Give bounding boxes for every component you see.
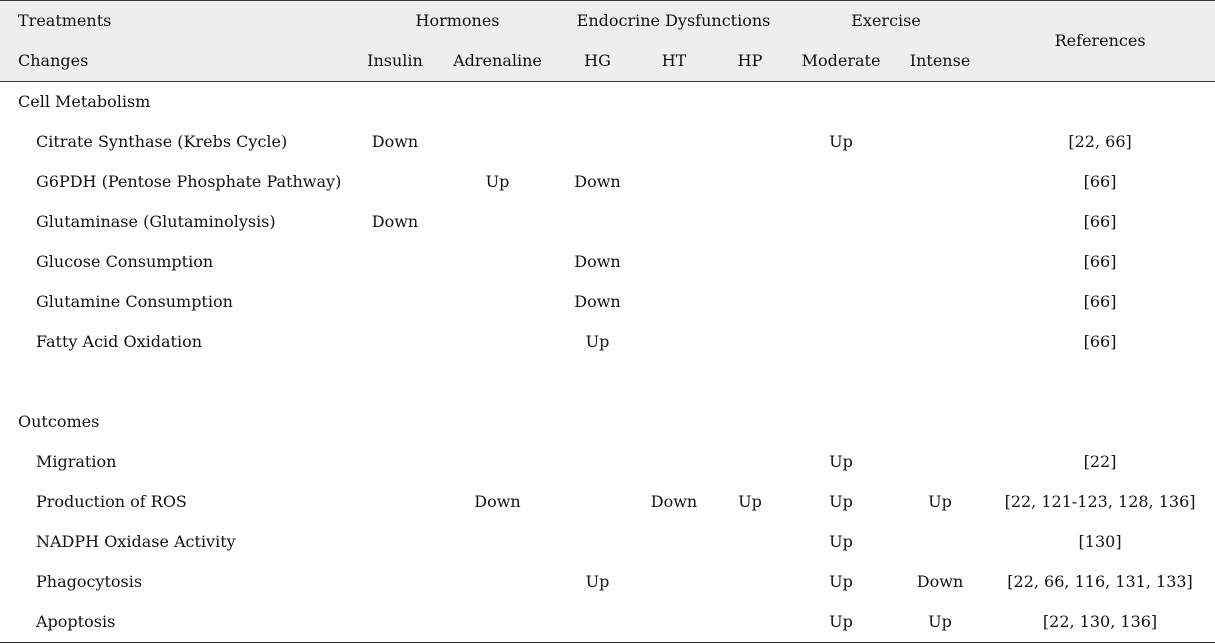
endocrine-group-header: Endocrine Dysfunctions bbox=[560, 1, 787, 42]
row-label: G6PDH (Pentose Phosphate Pathway) bbox=[36, 172, 342, 191]
col-moderate: Moderate bbox=[787, 41, 895, 82]
table-row bbox=[0, 322, 1215, 362]
cell-references: [22, 66] bbox=[1068, 132, 1132, 151]
cell-hg bbox=[560, 482, 635, 522]
cell-hp bbox=[713, 242, 787, 282]
section-title: Outcomes bbox=[18, 412, 100, 431]
cell-moderate: Up bbox=[829, 452, 853, 471]
cell-hg bbox=[560, 602, 635, 643]
cell-moderate: Up bbox=[829, 132, 853, 151]
row-label: Citrate Synthase (Krebs Cycle) bbox=[36, 132, 288, 151]
cell-ht: Down bbox=[650, 492, 698, 511]
cell-ht bbox=[635, 322, 713, 362]
col-hg: HG bbox=[560, 41, 635, 82]
cell-adrenaline bbox=[435, 202, 560, 242]
cell-ht bbox=[635, 602, 713, 643]
cell-insulin: Down bbox=[371, 212, 419, 231]
changes-label: Changes bbox=[0, 41, 355, 82]
cell-hg: Up bbox=[585, 332, 610, 351]
cell-hg: Down bbox=[574, 292, 621, 311]
cell-adrenaline bbox=[435, 442, 560, 482]
cell-moderate: Up bbox=[829, 532, 853, 551]
cell-hg: Down bbox=[574, 252, 621, 271]
cell-insulin bbox=[355, 162, 435, 202]
cell-ht bbox=[635, 562, 713, 602]
row-label: Glucose Consumption bbox=[36, 252, 214, 271]
cell-moderate bbox=[787, 322, 895, 362]
table-row bbox=[0, 562, 1215, 602]
row-label: Glutamine Consumption bbox=[36, 292, 233, 311]
col-intense: Intense bbox=[895, 41, 985, 82]
cell-ht bbox=[635, 162, 713, 202]
table-row bbox=[0, 122, 1215, 162]
cell-insulin bbox=[355, 602, 435, 643]
exercise-group-header: Exercise bbox=[787, 1, 985, 42]
cell-intense bbox=[895, 522, 985, 562]
cell-hg bbox=[560, 442, 635, 482]
cell-references: [130] bbox=[1078, 532, 1122, 551]
cell-intense bbox=[895, 442, 985, 482]
cell-adrenaline bbox=[435, 562, 560, 602]
table-row bbox=[0, 482, 1215, 522]
table-header bbox=[0, 1, 1215, 82]
table-row bbox=[0, 602, 1215, 643]
section-title: Cell Metabolism bbox=[18, 92, 151, 111]
cell-intense bbox=[895, 322, 985, 362]
cell-hp bbox=[713, 162, 787, 202]
spacer-cell bbox=[0, 362, 1215, 402]
cell-intense: Up bbox=[928, 492, 952, 511]
section-spacer bbox=[0, 362, 1215, 402]
cell-adrenaline bbox=[435, 282, 560, 322]
cell-insulin: Down bbox=[371, 132, 419, 151]
cell-references: [66] bbox=[1083, 292, 1117, 311]
section-row-cell-metabolism bbox=[0, 82, 1215, 123]
cell-hg: Down bbox=[574, 172, 621, 191]
cell-references: [66] bbox=[1083, 212, 1117, 231]
cell-moderate bbox=[787, 282, 895, 322]
cell-intense bbox=[895, 162, 985, 202]
cell-ht bbox=[635, 282, 713, 322]
row-label: Glutaminase (Glutaminolysis) bbox=[36, 212, 276, 231]
row-label: Phagocytosis bbox=[36, 572, 143, 591]
cell-intense bbox=[895, 122, 985, 162]
hormones-group-header: Hormones bbox=[355, 1, 560, 42]
cell-references: [22, 66, 116, 131, 133] bbox=[1007, 572, 1193, 591]
cell-hp bbox=[713, 602, 787, 643]
cell-adrenaline: Down bbox=[474, 492, 521, 511]
cell-insulin bbox=[355, 242, 435, 282]
cell-hp bbox=[713, 122, 787, 162]
table-row bbox=[0, 202, 1215, 242]
cell-ht bbox=[635, 442, 713, 482]
cell-ht bbox=[635, 122, 713, 162]
cell-moderate bbox=[787, 162, 895, 202]
references-header: References bbox=[985, 1, 1215, 82]
cell-adrenaline bbox=[435, 522, 560, 562]
table-body bbox=[0, 82, 1215, 643]
cell-references: [66] bbox=[1083, 332, 1117, 351]
cell-moderate bbox=[787, 242, 895, 282]
cell-moderate: Up bbox=[829, 492, 853, 511]
row-label: Apoptosis bbox=[0, 602, 355, 643]
treatments-label: Treatments bbox=[0, 1, 355, 42]
cell-insulin bbox=[355, 562, 435, 602]
cell-insulin bbox=[355, 282, 435, 322]
cell-hp bbox=[713, 522, 787, 562]
row-label: Migration bbox=[36, 452, 117, 471]
cell-hp bbox=[713, 282, 787, 322]
cell-hp bbox=[713, 202, 787, 242]
cell-moderate bbox=[787, 202, 895, 242]
cell-moderate: Up bbox=[829, 572, 853, 591]
cell-references: [22, 121-123, 128, 136] bbox=[1004, 492, 1196, 511]
cell-insulin bbox=[355, 322, 435, 362]
table-row bbox=[0, 162, 1215, 202]
cell-ht bbox=[635, 242, 713, 282]
cell-hp: Up bbox=[738, 492, 762, 511]
cell-hg bbox=[560, 202, 635, 242]
cell-intense: Up bbox=[895, 602, 985, 643]
header-row-groups bbox=[0, 1, 1215, 42]
cell-hg bbox=[560, 522, 635, 562]
cell-insulin bbox=[355, 442, 435, 482]
col-ht: HT bbox=[635, 41, 713, 82]
table-row bbox=[0, 522, 1215, 562]
cell-hp bbox=[713, 442, 787, 482]
col-insulin: Insulin bbox=[355, 41, 435, 82]
cell-references: [22] bbox=[1083, 452, 1117, 471]
cell-adrenaline bbox=[435, 122, 560, 162]
cell-intense bbox=[895, 242, 985, 282]
table-row bbox=[0, 242, 1215, 282]
cell-hp bbox=[713, 562, 787, 602]
cell-adrenaline bbox=[435, 602, 560, 643]
cell-adrenaline bbox=[435, 322, 560, 362]
cell-hg: Up bbox=[585, 572, 610, 591]
row-label: Fatty Acid Oxidation bbox=[36, 332, 203, 351]
cell-insulin bbox=[355, 522, 435, 562]
row-label: NADPH Oxidase Activity bbox=[36, 532, 236, 551]
cell-intense bbox=[895, 282, 985, 322]
section-row-outcomes bbox=[0, 402, 1215, 442]
col-hp: HP bbox=[713, 41, 787, 82]
cell-references: [66] bbox=[1083, 172, 1117, 191]
table-row bbox=[0, 442, 1215, 482]
table-row bbox=[0, 282, 1215, 322]
cell-moderate: Up bbox=[787, 602, 895, 643]
cell-adrenaline bbox=[435, 242, 560, 282]
cell-insulin bbox=[355, 482, 435, 522]
row-label: Production of ROS bbox=[36, 492, 187, 511]
cell-ht bbox=[635, 522, 713, 562]
cell-hp bbox=[713, 322, 787, 362]
col-adrenaline: Adrenaline bbox=[435, 41, 560, 82]
cell-intense: Down bbox=[916, 572, 964, 591]
cell-hg bbox=[560, 122, 635, 162]
cell-adrenaline: Up bbox=[485, 172, 510, 191]
cell-intense bbox=[895, 202, 985, 242]
cell-references: [22, 130, 136] bbox=[985, 602, 1215, 643]
cell-ht bbox=[635, 202, 713, 242]
cell-references: [66] bbox=[1083, 252, 1117, 271]
